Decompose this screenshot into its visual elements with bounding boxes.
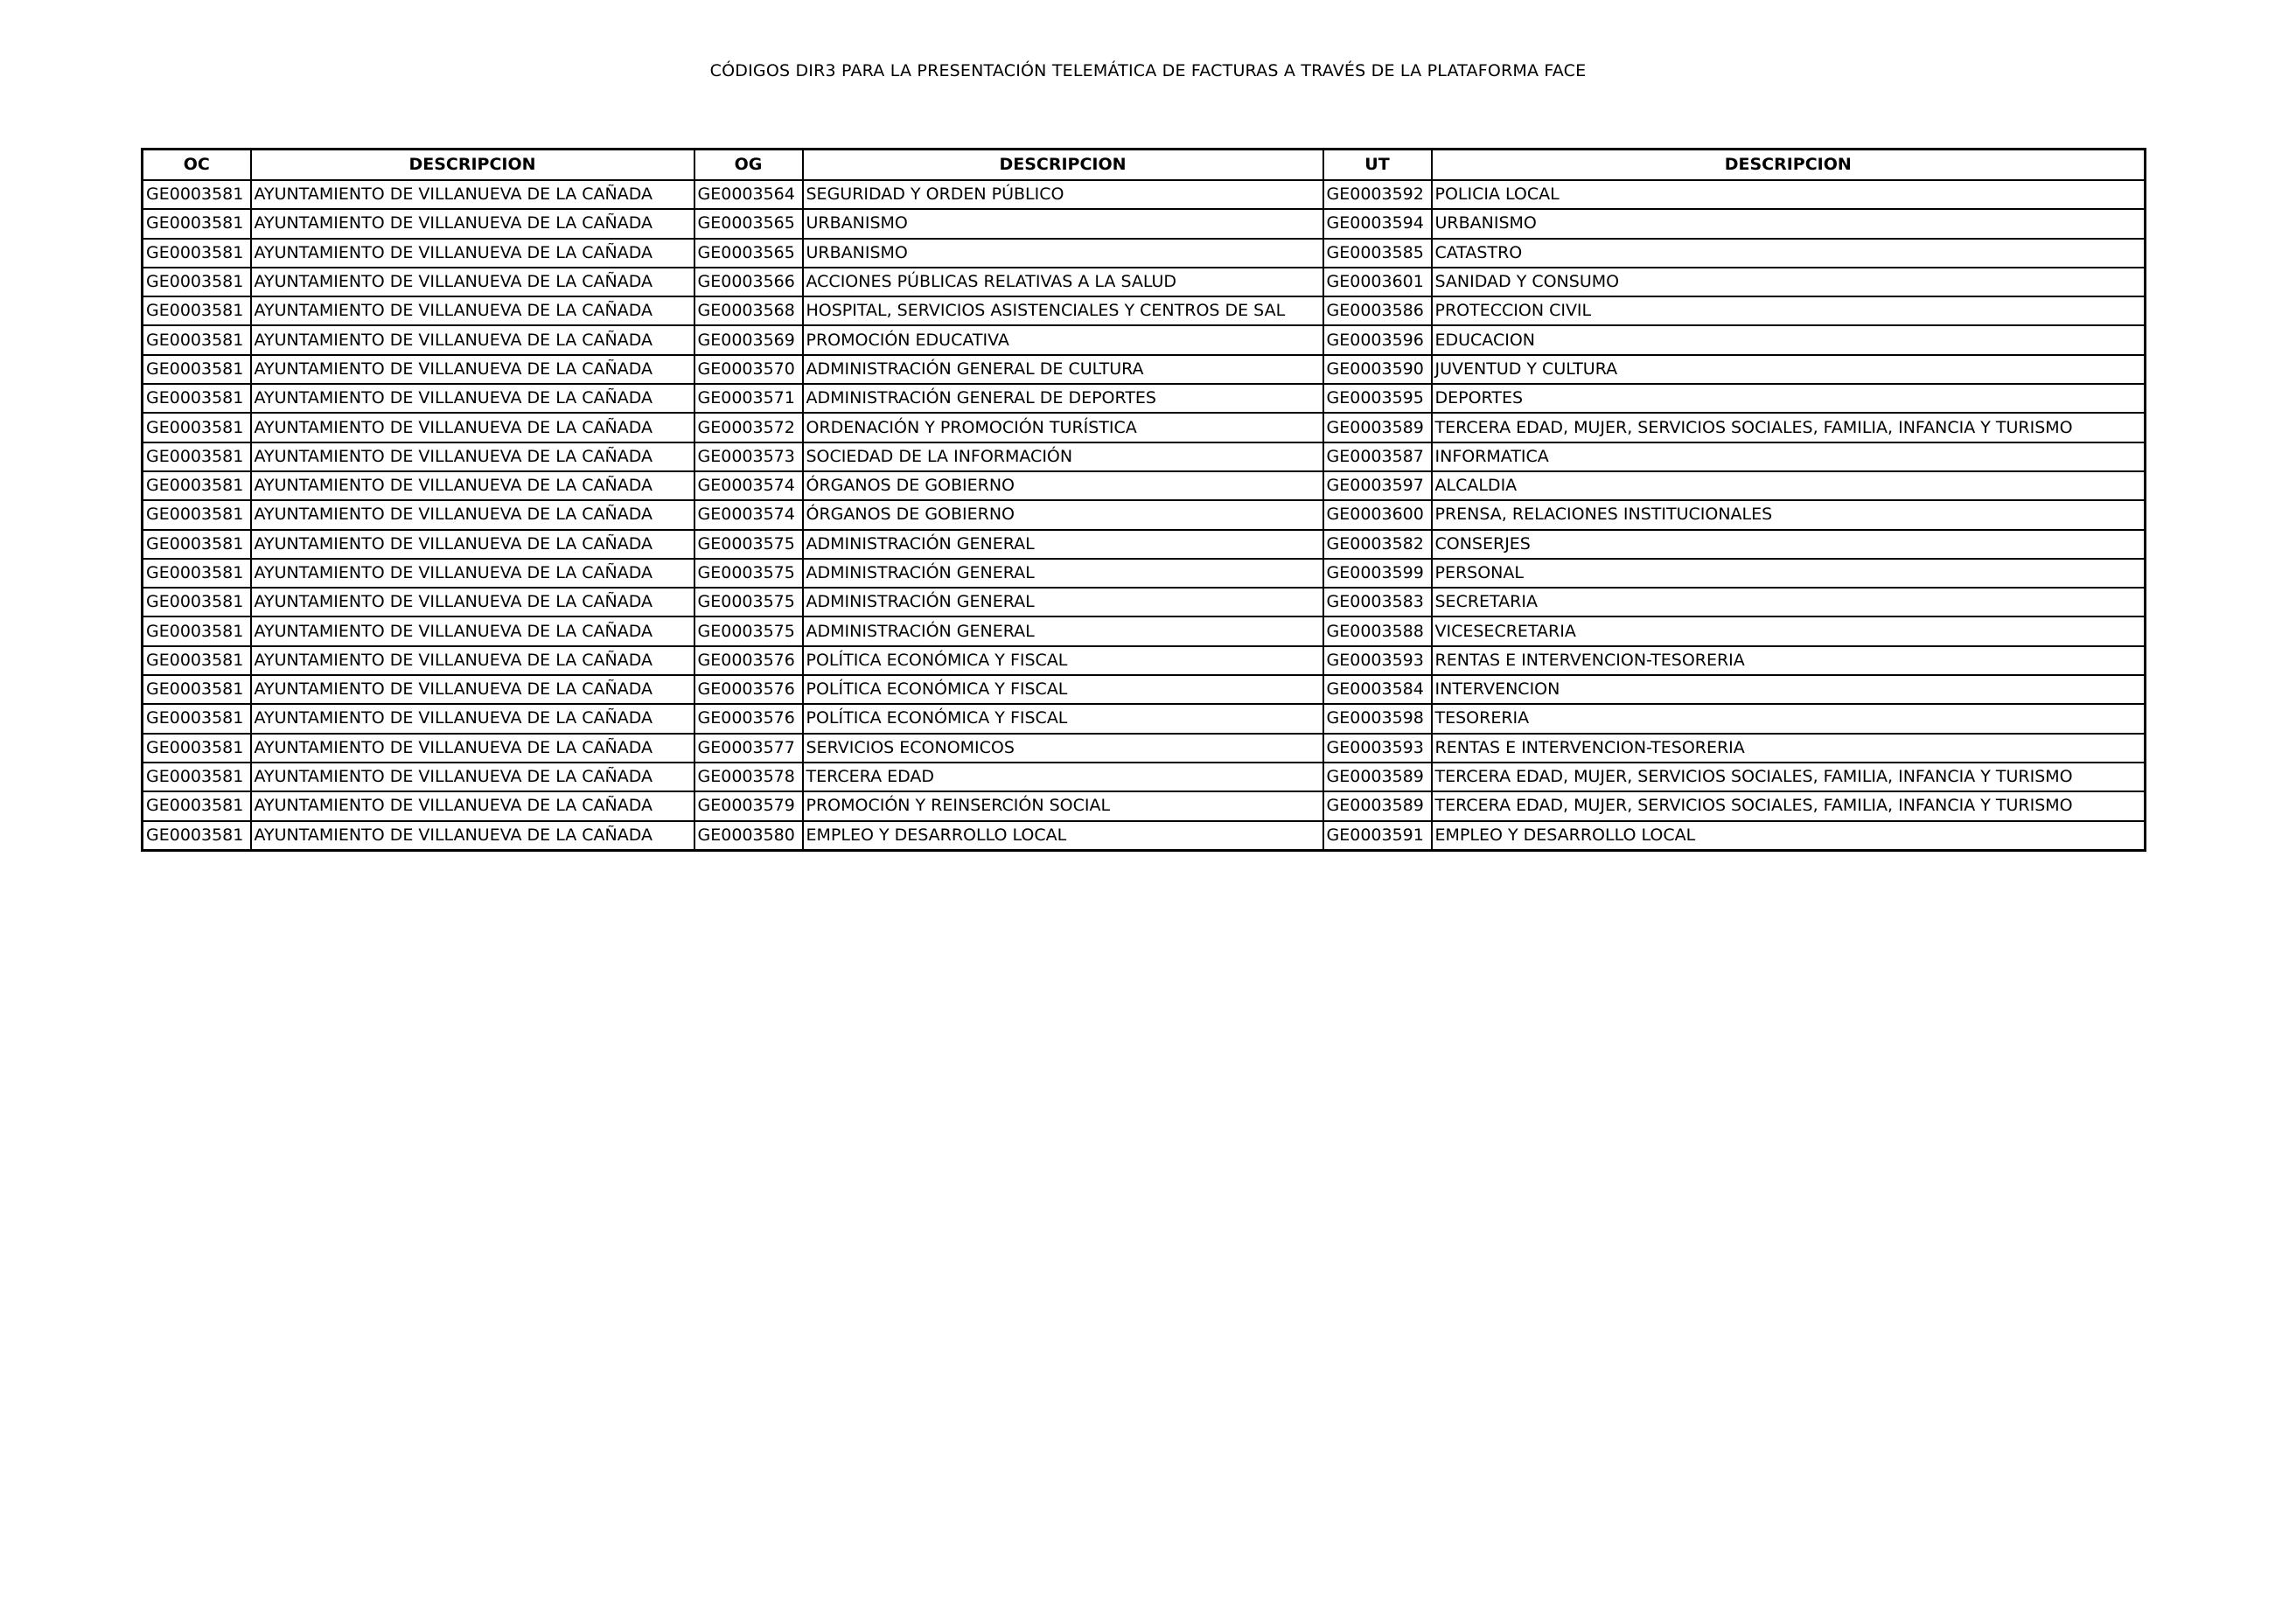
oc-code-cell: GE0003581 xyxy=(143,209,251,238)
og-code-cell: GE0003575 xyxy=(694,559,803,588)
og-description-cell: SERVICIOS ECONOMICOS xyxy=(803,734,1323,763)
oc-description-cell: AYUNTAMIENTO DE VILLANUEVA DE LA CAÑADA xyxy=(251,268,694,296)
oc-code-cell: GE0003581 xyxy=(143,239,251,268)
table-row xyxy=(143,239,2146,268)
oc-code-cell: GE0003581 xyxy=(143,413,251,442)
header-og-descripcion: DESCRIPCION xyxy=(803,150,1323,181)
og-description-cell: ADMINISTRACIÓN GENERAL xyxy=(803,616,1323,645)
ut-code-cell: GE0003596 xyxy=(1323,325,1432,354)
header-ut-descripcion: DESCRIPCION xyxy=(1432,150,2146,181)
ut-code-cell: GE0003600 xyxy=(1323,500,1432,529)
oc-description-cell: AYUNTAMIENTO DE VILLANUEVA DE LA CAÑADA xyxy=(251,588,694,616)
table-row xyxy=(143,559,2146,588)
ut-code-cell: GE0003583 xyxy=(1323,588,1432,616)
oc-code-cell: GE0003581 xyxy=(143,384,251,413)
ut-code-cell: GE0003601 xyxy=(1323,268,1432,296)
og-code-cell: GE0003576 xyxy=(694,675,803,704)
table-row xyxy=(143,413,2146,442)
header-oc: OC xyxy=(143,150,251,181)
ut-code-cell: GE0003589 xyxy=(1323,791,1432,820)
og-code-cell: GE0003574 xyxy=(694,471,803,500)
ut-code-cell: GE0003591 xyxy=(1323,821,1432,851)
oc-code-cell: GE0003581 xyxy=(143,325,251,354)
ut-code-cell: GE0003584 xyxy=(1323,675,1432,704)
oc-code-cell: GE0003581 xyxy=(143,180,251,209)
og-description-cell: ADMINISTRACIÓN GENERAL xyxy=(803,559,1323,588)
og-code-cell: GE0003573 xyxy=(694,442,803,471)
ut-description-cell: PROTECCION CIVIL xyxy=(1432,296,2146,325)
oc-code-cell: GE0003581 xyxy=(143,791,251,820)
ut-code-cell: GE0003586 xyxy=(1323,296,1432,325)
ut-description-cell: TESORERIA xyxy=(1432,704,2146,733)
og-code-cell: GE0003572 xyxy=(694,413,803,442)
og-code-cell: GE0003575 xyxy=(694,616,803,645)
table-row xyxy=(143,384,2146,413)
oc-code-cell: GE0003581 xyxy=(143,588,251,616)
ut-description-cell: VICESECRETARIA xyxy=(1432,616,2146,645)
oc-description-cell: AYUNTAMIENTO DE VILLANUEVA DE LA CAÑADA xyxy=(251,821,694,851)
ut-description-cell: EMPLEO Y DESARROLLO LOCAL xyxy=(1432,821,2146,851)
og-description-cell: POLÍTICA ECONÓMICA Y FISCAL xyxy=(803,704,1323,733)
ut-description-cell: TERCERA EDAD, MUJER, SERVICIOS SOCIALES, FAMILIA, INFANCIA Y TURISMO xyxy=(1432,791,2146,820)
header-og: OG xyxy=(694,150,803,181)
oc-code-cell: GE0003581 xyxy=(143,471,251,500)
table-row xyxy=(143,616,2146,645)
oc-description-cell: AYUNTAMIENTO DE VILLANUEVA DE LA CAÑADA xyxy=(251,530,694,559)
oc-code-cell: GE0003581 xyxy=(143,442,251,471)
oc-description-cell: AYUNTAMIENTO DE VILLANUEVA DE LA CAÑADA xyxy=(251,442,694,471)
og-description-cell: PROMOCIÓN Y REINSERCIÓN SOCIAL xyxy=(803,791,1323,820)
oc-code-cell: GE0003581 xyxy=(143,355,251,384)
table-row xyxy=(143,355,2146,384)
oc-description-cell: AYUNTAMIENTO DE VILLANUEVA DE LA CAÑADA xyxy=(251,675,694,704)
og-code-cell: GE0003566 xyxy=(694,268,803,296)
ut-description-cell: SANIDAD Y CONSUMO xyxy=(1432,268,2146,296)
oc-description-cell: AYUNTAMIENTO DE VILLANUEVA DE LA CAÑADA xyxy=(251,413,694,442)
table-row xyxy=(143,821,2146,851)
ut-code-cell: GE0003589 xyxy=(1323,763,1432,791)
oc-description-cell: AYUNTAMIENTO DE VILLANUEVA DE LA CAÑADA xyxy=(251,355,694,384)
header-oc-descripcion: DESCRIPCION xyxy=(251,150,694,181)
oc-description-cell: AYUNTAMIENTO DE VILLANUEVA DE LA CAÑADA xyxy=(251,791,694,820)
ut-description-cell: TERCERA EDAD, MUJER, SERVICIOS SOCIALES, FAMILIA, INFANCIA Y TURISMO xyxy=(1432,413,2146,442)
og-code-cell: GE0003577 xyxy=(694,734,803,763)
oc-description-cell: AYUNTAMIENTO DE VILLANUEVA DE LA CAÑADA xyxy=(251,384,694,413)
og-code-cell: GE0003570 xyxy=(694,355,803,384)
ut-description-cell: INTERVENCION xyxy=(1432,675,2146,704)
og-code-cell: GE0003578 xyxy=(694,763,803,791)
table-row xyxy=(143,763,2146,791)
ut-code-cell: GE0003597 xyxy=(1323,471,1432,500)
ut-code-cell: GE0003594 xyxy=(1323,209,1432,238)
og-code-cell: GE0003571 xyxy=(694,384,803,413)
og-description-cell: ORDENACIÓN Y PROMOCIÓN TURÍSTICA xyxy=(803,413,1323,442)
table-row xyxy=(143,209,2146,238)
og-description-cell: PROMOCIÓN EDUCATIVA xyxy=(803,325,1323,354)
ut-description-cell: RENTAS E INTERVENCION-TESORERIA xyxy=(1432,734,2146,763)
ut-code-cell: GE0003593 xyxy=(1323,646,1432,675)
og-description-cell: URBANISMO xyxy=(803,239,1323,268)
oc-code-cell: GE0003581 xyxy=(143,734,251,763)
oc-code-cell: GE0003581 xyxy=(143,530,251,559)
ut-description-cell: EDUCACION xyxy=(1432,325,2146,354)
table-row xyxy=(143,296,2146,325)
oc-code-cell: GE0003581 xyxy=(143,296,251,325)
document-title: CÓDIGOS DIR3 PARA LA PRESENTACIÓN TELEMÁTICA DE FACTURAS A TRAVÉS DE LA PLATAFORMA FACE xyxy=(709,61,1587,80)
oc-code-cell: GE0003581 xyxy=(143,616,251,645)
og-description-cell: ADMINISTRACIÓN GENERAL xyxy=(803,530,1323,559)
table-row xyxy=(143,588,2146,616)
table-row xyxy=(143,704,2146,733)
og-description-cell: EMPLEO Y DESARROLLO LOCAL xyxy=(803,821,1323,851)
og-code-cell: GE0003564 xyxy=(694,180,803,209)
table-row xyxy=(143,442,2146,471)
ut-code-cell: GE0003590 xyxy=(1323,355,1432,384)
og-description-cell: ACCIONES PÚBLICAS RELATIVAS A LA SALUD xyxy=(803,268,1323,296)
og-description-cell: URBANISMO xyxy=(803,209,1323,238)
oc-code-cell: GE0003581 xyxy=(143,704,251,733)
og-description-cell: SOCIEDAD DE LA INFORMACIÓN xyxy=(803,442,1323,471)
oc-description-cell: AYUNTAMIENTO DE VILLANUEVA DE LA CAÑADA xyxy=(251,209,694,238)
oc-description-cell: AYUNTAMIENTO DE VILLANUEVA DE LA CAÑADA xyxy=(251,646,694,675)
table-row xyxy=(143,471,2146,500)
ut-code-cell: GE0003587 xyxy=(1323,442,1432,471)
oc-description-cell: AYUNTAMIENTO DE VILLANUEVA DE LA CAÑADA xyxy=(251,734,694,763)
oc-description-cell: AYUNTAMIENTO DE VILLANUEVA DE LA CAÑADA xyxy=(251,559,694,588)
og-code-cell: GE0003565 xyxy=(694,209,803,238)
og-code-cell: GE0003569 xyxy=(694,325,803,354)
oc-description-cell: AYUNTAMIENTO DE VILLANUEVA DE LA CAÑADA xyxy=(251,296,694,325)
ut-code-cell: GE0003582 xyxy=(1323,530,1432,559)
og-description-cell: TERCERA EDAD xyxy=(803,763,1323,791)
ut-description-cell: PERSONAL xyxy=(1432,559,2146,588)
oc-code-cell: GE0003581 xyxy=(143,646,251,675)
oc-code-cell: GE0003581 xyxy=(143,500,251,529)
table-row xyxy=(143,180,2146,209)
og-description-cell: ÓRGANOS DE GOBIERNO xyxy=(803,471,1323,500)
og-code-cell: GE0003575 xyxy=(694,588,803,616)
og-description-cell: HOSPITAL, SERVICIOS ASISTENCIALES Y CENTROS DE SAL xyxy=(803,296,1323,325)
oc-code-cell: GE0003581 xyxy=(143,763,251,791)
og-code-cell: GE0003568 xyxy=(694,296,803,325)
ut-code-cell: GE0003595 xyxy=(1323,384,1432,413)
ut-code-cell: GE0003599 xyxy=(1323,559,1432,588)
ut-description-cell: POLICIA LOCAL xyxy=(1432,180,2146,209)
oc-code-cell: GE0003581 xyxy=(143,268,251,296)
og-description-cell: ÓRGANOS DE GOBIERNO xyxy=(803,500,1323,529)
ut-description-cell: RENTAS E INTERVENCION-TESORERIA xyxy=(1432,646,2146,675)
oc-code-cell: GE0003581 xyxy=(143,675,251,704)
oc-code-cell: GE0003581 xyxy=(143,821,251,851)
ut-code-cell: GE0003589 xyxy=(1323,413,1432,442)
table-header-row xyxy=(143,150,2146,181)
ut-description-cell: DEPORTES xyxy=(1432,384,2146,413)
og-description-cell: SEGURIDAD Y ORDEN PÚBLICO xyxy=(803,180,1323,209)
oc-description-cell: AYUNTAMIENTO DE VILLANUEVA DE LA CAÑADA xyxy=(251,500,694,529)
table-row xyxy=(143,646,2146,675)
ut-description-cell: PRENSA, RELACIONES INSTITUCIONALES xyxy=(1432,500,2146,529)
dir3-codes-table xyxy=(141,148,2146,852)
og-code-cell: GE0003565 xyxy=(694,239,803,268)
og-code-cell: GE0003574 xyxy=(694,500,803,529)
og-code-cell: GE0003576 xyxy=(694,646,803,675)
og-code-cell: GE0003576 xyxy=(694,704,803,733)
oc-description-cell: AYUNTAMIENTO DE VILLANUEVA DE LA CAÑADA xyxy=(251,616,694,645)
oc-description-cell: AYUNTAMIENTO DE VILLANUEVA DE LA CAÑADA xyxy=(251,704,694,733)
og-description-cell: ADMINISTRACIÓN GENERAL DE DEPORTES xyxy=(803,384,1323,413)
table-row xyxy=(143,325,2146,354)
oc-description-cell: AYUNTAMIENTO DE VILLANUEVA DE LA CAÑADA xyxy=(251,239,694,268)
oc-code-cell: GE0003581 xyxy=(143,559,251,588)
ut-code-cell: GE0003598 xyxy=(1323,704,1432,733)
ut-description-cell: JUVENTUD Y CULTURA xyxy=(1432,355,2146,384)
ut-description-cell: SECRETARIA xyxy=(1432,588,2146,616)
og-description-cell: POLÍTICA ECONÓMICA Y FISCAL xyxy=(803,675,1323,704)
og-description-cell: POLÍTICA ECONÓMICA Y FISCAL xyxy=(803,646,1323,675)
og-code-cell: GE0003579 xyxy=(694,791,803,820)
og-description-cell: ADMINISTRACIÓN GENERAL xyxy=(803,588,1323,616)
oc-description-cell: AYUNTAMIENTO DE VILLANUEVA DE LA CAÑADA xyxy=(251,325,694,354)
table-row xyxy=(143,791,2146,820)
table-row xyxy=(143,734,2146,763)
ut-description-cell: INFORMATICA xyxy=(1432,442,2146,471)
og-code-cell: GE0003580 xyxy=(694,821,803,851)
ut-description-cell: TERCERA EDAD, MUJER, SERVICIOS SOCIALES, FAMILIA, INFANCIA Y TURISMO xyxy=(1432,763,2146,791)
table-row xyxy=(143,268,2146,296)
ut-description-cell: URBANISMO xyxy=(1432,209,2146,238)
ut-code-cell: GE0003592 xyxy=(1323,180,1432,209)
ut-code-cell: GE0003588 xyxy=(1323,616,1432,645)
ut-code-cell: GE0003593 xyxy=(1323,734,1432,763)
table-row xyxy=(143,675,2146,704)
ut-code-cell: GE0003585 xyxy=(1323,239,1432,268)
ut-description-cell: CONSERJES xyxy=(1432,530,2146,559)
ut-description-cell: ALCALDIA xyxy=(1432,471,2146,500)
table-row xyxy=(143,500,2146,529)
header-ut: UT xyxy=(1323,150,1432,181)
og-code-cell: GE0003575 xyxy=(694,530,803,559)
oc-description-cell: AYUNTAMIENTO DE VILLANUEVA DE LA CAÑADA xyxy=(251,763,694,791)
table-row xyxy=(143,530,2146,559)
og-description-cell: ADMINISTRACIÓN GENERAL DE CULTURA xyxy=(803,355,1323,384)
oc-description-cell: AYUNTAMIENTO DE VILLANUEVA DE LA CAÑADA xyxy=(251,471,694,500)
ut-description-cell: CATASTRO xyxy=(1432,239,2146,268)
oc-description-cell: AYUNTAMIENTO DE VILLANUEVA DE LA CAÑADA xyxy=(251,180,694,209)
